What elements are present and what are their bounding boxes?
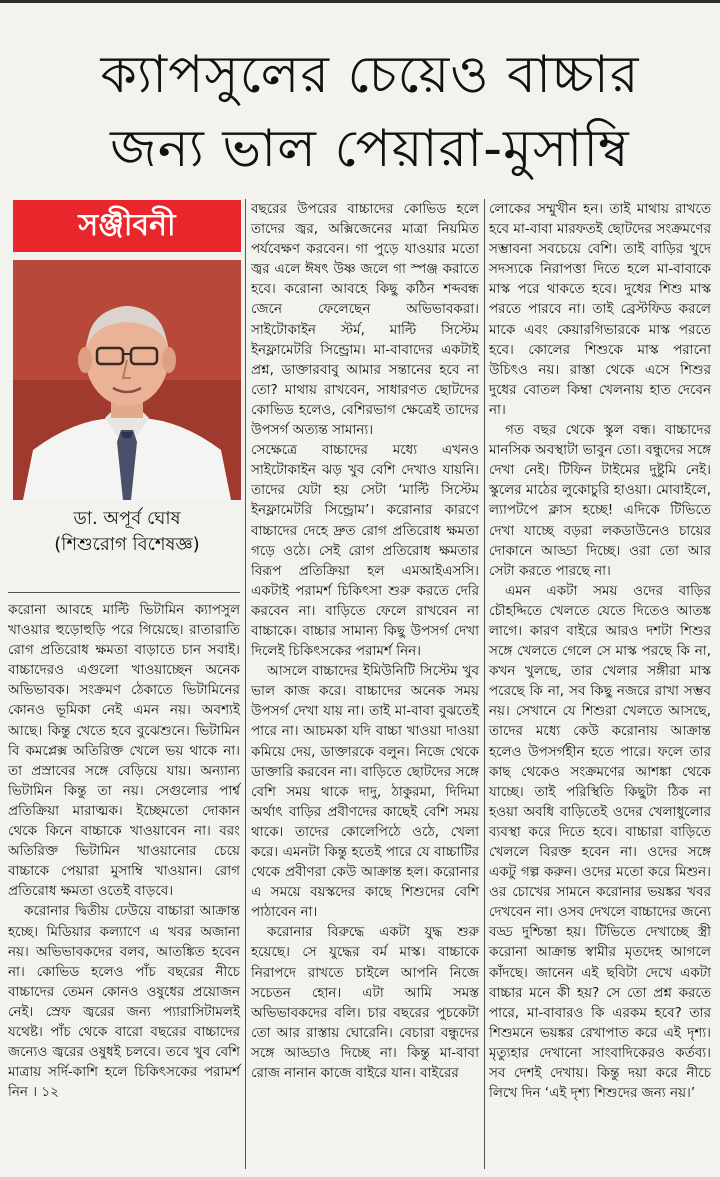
paragraph: গত বছর থেকে স্কুল বন্ধ। বাচ্চাদের মানসিক অবস্থাটা ভাবুন তো। বন্ধুদের সঙ্গে দেখা নেই। টিফিন টাইমের দুষ্টুমি নেই। স্কুলের মাঠের লুকোচুরি হাওয়া। মোবাইলে, ল্যাপটপে ক্লাস হচ্ছে! এদিকে টিভিতে দেখা যাচ্ছে বড়রা লকডাউনেও চায়ের দোকানে আড্ডা দিচ্ছে। ওরা তো আর সেটা করতে পারছে না। [489,422,711,579]
paragraph: বছরের উপরের বাচ্চাদের কোভিড হলে তাদের জ্বর, অক্সিজেনের মাত্রা নিয়মিত পর্যবেক্ষণ করবেন। গা পুড়ে যাওয়ার মতো জ্বর এলে ঈষৎ উষ্ণ জলে গা স্পঞ্জ করাতে হবে। করোনা আবহে কিছু কঠিন শব্দবন্ধ জেনে ফেলেছেন অভিভাবকরা। সাইটোকাইন স্টর্ম, মাল্টি সিস্টেম ইনফ্লামেটরি সিন্ড্রোম। মা-বাবাদের একটাই প্রশ্ন, ডাক্তারবাবু আমার সন্তানের হবে না তো? মাথায় রাখবেন, সাধারণত ছোটদের কোভিড হলেও, বেশিরভাগ ক্ষেত্রেই তাদের উপসর্গ অত্যন্ত সামান্য। [251,201,479,439]
article-column-3 [489,199,711,1103]
photo-block-divider [8,592,240,593]
paragraph: করোনার বিরুদ্ধে একটা যুদ্ধ শুরু হয়েছে। সে যুদ্ধের বর্ম মাস্ক। বাচ্চাকে নিরাপদে রাখতে চাইলে আপনি নিজে সচেতন হোন। এটা আমি সমস্ত অভিভাবকদের বলি। চার বছরের পুচকেটা তো আর রাস্তায় ঘোরেনি। বেচারা বন্ধুদের সঙ্গে আড্ডাও দিচ্ছে না। কিন্তু মা-বাবা রোজ নানান কাজে বাইরে যান। বাইরের [251,924,479,1082]
paragraph: এমন একটা সময় ওদের বাড়ির চৌহদ্দিতে খেলতে যেতে দিতেও আতঙ্ক লাগে। কারণ বাইরে আরও দশটা শিশুর সঙ্গে খেলতে গেলে সে মাস্ক পরছে কি না, কখন খুলছে, তার খেলার সঙ্গীরা মাস্ক পরেছে কি না, সব কিছু নজরে রাখা সম্ভব নয়। সেখানে যে শিশুরা খেলতে আসছে, তাদের মধ্যে কেউ করোনায় আক্রান্ত হলেও উপসর্গহীন হতে পারে। ফলে তার কাছ থেকেও সংক্রমণের আশঙ্কা থেকে যাচ্ছে। তাই পরিস্থিতি কিছুটা ঠিক না হওয়া অবধি বাড়িতেই ওদের খেলাধুলোর ব্যবস্থা করে দিতে হবে। বাচ্চারা বাড়িতে খেললে বিরক্ত হবেন না। ওদের সঙ্গে একটু গল্প করুন। ওদের মতো করে মিশুন। ওর চোখের সামনে করোনার ভয়ঙ্কর খবর দেখবেন না। ওসব দেখলে বাচ্চাদের জন্যে বড্ড দুশ্চিন্তা হয়। টিভিতে দেখাচ্ছে স্ত্রী করোনা আক্রান্ত স্বামীর মৃতদেহ আগলে কাঁদছে। জানেন এই ছবিটা দেখে একটা বাচ্চার মনে কী হয়? সে তো প্রশ্ন করতে পারে, মা-বাবারও কি এরকম হবে? তার শিশুমনে ভয়ঙ্কর রেখাপাত করে এই দৃশ্য। মৃত্যুহার দেখানো সাংবাদিকেরও কর্তব্য। সব দেশই দেখায়। কিন্তু দয়া করে নীচে লিখে দিন ‘এই দৃশ্য শিশুদের জন্য নয়।’ [489,582,711,1102]
paragraph: করোনা আবহে মাল্টি ভিটামিন ক্যাপসুল খাওয়ার হুড়োহুড়ি পরে গিয়েছে। রাতারাতি রোগ প্রতিরোধ ক্ষমতা বাড়াতে চান সবাই। বাচ্চাদেরও এগুলো খাওয়াচ্ছেন অনেক অভিভাবক। সংক্রমণ ঠেকাতে ভিটামিনের কোনও ভূমিকা নেই এমন নয়। অবশ্যই আছে। কিন্তু খেতে হবে বুঝেশুনে। ভিটামিন বি কমপ্লেক্স অতিরিক্ত খেলে ভয় থাকে না। তা প্রস্রাবের সঙ্গে বেড়িয়ে যায়। অন্যান্য ভিটামিন কিন্তু তা নয়। সেগুলোর পার্শ্ব প্রতিক্রিয়া মারাত্মক। ইচ্ছেমতো দোকান থেকে কিনে বাচ্চাকে খাওয়াবেন না। বরং অতিরিক্ত ভিটামিন খাওয়ানোর চেয়ে বাচ্চাকে পেয়ারা মুসাম্বি খাওয়ান। রোগ প্রতিরোধ ক্ষমতা ওতেই বাড়বে। [8,602,240,900]
author-designation: (শিশুরোগ বিশেষজ্ঞ) [54,534,200,555]
article-column-2 [251,199,479,1083]
headline [40,38,700,186]
headline-line-1: ক্যাপসুলের চেয়েও বাচ্চার [100,45,640,105]
paragraph: আসলে বাচ্চাদের ইমিউনিটি সিস্টেম খুব ভাল কাজ করে। বাচ্চাদের অনেক সময় উপসর্গ দেখা যায় না। তাই মা-বাবা বুঝতেই পারে না। আচমকা যদি বাচ্চা খাওয়া দাওয়া কমিয়ে দেয়, ডাক্তারকে বলুন। নিজে থেকে ডাক্তারি করবেন না। বাড়িতে ছোটদের সঙ্গে বেশি সময় থাকে দাদু, ঠাকুরমা, দিদিমা অর্থাৎ বাড়ির প্রবীণদের কাছেই বেশি সময় থাকে। তাদের কোলেপিঠে ওঠে, খেলা করে। এমনটা কিন্তু হতেই পারে যে বাচ্চাটির থেকে প্রবীণরা কেউ আক্রান্ত হল। করোনার এ সময়ে বয়স্কদের কাছে শিশুদের বেশি পাঠাবেন না। [251,663,479,921]
column-divider-2 [484,199,485,1169]
paragraph: করোনার দ্বিতীয় ঢেউয়ে বাচ্চারা আক্রান্ত হচ্ছে। মিডিয়ার কল্যাণে এ খবর অজানা নয়। অভিভাবকদের বলব, আতঙ্কিত হবেন না। কোভিড হলেও পাঁচ বছরের নীচে বাচ্চাদের তেমন কোনও ওষুধের প্রয়োজন নেই। স্রেফ জ্বরের জন্য প্যারাসিটামলই যথেষ্ট। পাঁচ থেকে বারো বছরের বাচ্চাদের জন্যেও জ্বরের ওষুধই চলবে। তবে খুব বেশি মাত্রায় সর্দি-কাশি হলে চিকিৎসকের পরামর্শ নিন । ১২ [8,903,240,1101]
top-rule [0,0,720,3]
author-name: ডা. অপূর্ব ঘোষ [73,508,181,529]
headline-line-2: জন্য ভাল পেয়ারা-মুসাম্বি [110,119,630,179]
column-divider-1 [245,199,246,1169]
author-photo [13,260,241,500]
paragraph: লোকের সম্মুখীন হন। তাই মাথায় রাখতে হবে মা-বাবা মারফতই ছোটদের সংক্রমণের সম্ভাবনা সবচেয়ে বেশি। তাই বাড়ির খুদে সদস্যকে নিরাপত্তা দিতে হলে মা-বাবাকে মাস্ক পরে থাকতে হবে। দুধের শিশু মাস্ক পরতে পারবে না। তাই ব্রেস্টফিড করলে মাকে এবং কেয়ারগিভারকে মাস্ক পরতে হবে। কোলের শিশুকে মাস্ক পরানো উচিৎও নয়। রাস্তা থেকে এসে শিশুর দুধের বোতল কিম্বা খেলনায় হাত দেবেন না। [489,201,711,418]
paragraph: সেক্ষেত্রে বাচ্চাদের মধ্যে এখনও সাইটোকাইন ঝড় খুব বেশি দেখাও যায়নি। তাদের যেটা হয় সেটা ‘মাল্টি সিস্টেম ইনফ্লামেটরি সিন্ড্রোম’। করোনার কারণে বাচ্চাদের দেহে দ্রুত রোগ প্রতিরোধ ক্ষমতা গড়ে ওঠে। সেই রোগ প্রতিরোধ ক্ষমতার বিরূপ প্রতিক্রিয়া হল এমআইএসসি। একটাই পরামর্শ চিকিৎসা শুরু করতে দেরি করবেন না। বাড়িতে ফেলে রাখবেন না বাচ্চাকে। বাচ্চার সামান্য কিছু উপসর্গ দেখা দিলেই চিকিৎসকের পরামর্শ নিন। [251,442,479,660]
article-column-1 [8,600,240,1102]
column-label-banner: সঞ্জীবনী [13,200,241,252]
author-portrait-illustration [13,260,241,500]
author-byline [13,506,241,558]
